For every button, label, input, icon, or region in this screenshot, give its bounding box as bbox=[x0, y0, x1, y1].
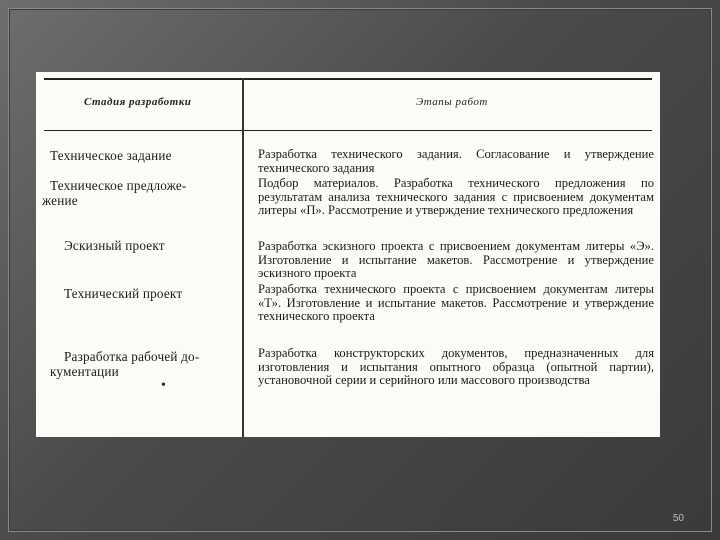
work-working-docs: Разработка конструкторских документов, предназначенных для изготовления и испытания опытного образца (опытной партии), установочной серии и серийного или массового производства bbox=[258, 346, 654, 388]
stage-working-docs-line2: кументации bbox=[50, 364, 119, 379]
header-stage: Стадия разработки bbox=[84, 96, 192, 108]
scan-speck: • bbox=[161, 378, 166, 393]
table-column-divider bbox=[242, 78, 244, 437]
header-work: Этапы работ bbox=[416, 96, 488, 108]
work-technical-project: Разработка технического проекта с присвоением документам литеры «Т». Изготовление и испытание макетов. Рассмотрение и утверждение технического проекта bbox=[258, 282, 654, 324]
page-number: 50 bbox=[672, 513, 684, 524]
work-technical-proposal: Подбор материалов. Разработка технического предложения по результатам анализа технического задания с присвоением документам литеры «П». Рассмотрение и утверждение технического предложения bbox=[258, 176, 654, 218]
stage-technical-assignment: Техническое задание bbox=[50, 148, 172, 163]
table-top-rule bbox=[44, 78, 652, 80]
stage-working-docs-line1: Разработка рабочей до- bbox=[64, 349, 200, 364]
stage-technical-proposal-line2: жение bbox=[42, 193, 78, 208]
stage-technical-proposal-line1: Техническое предложе- bbox=[50, 178, 187, 193]
work-technical-assignment: Разработка технического задания. Согласование и утверждение технического задания bbox=[258, 147, 654, 175]
table-header-rule bbox=[44, 130, 652, 131]
stage-technical-project: Технический проект bbox=[64, 286, 183, 301]
work-sketch-project: Разработка эскизного проекта с присвоением документам литеры «Э». Изготовление и испытание макетов. Рассмотрение и утверждение эскизного проекта bbox=[258, 239, 654, 281]
scanned-table bbox=[36, 72, 660, 437]
stage-sketch-project: Эскизный проект bbox=[64, 238, 165, 253]
